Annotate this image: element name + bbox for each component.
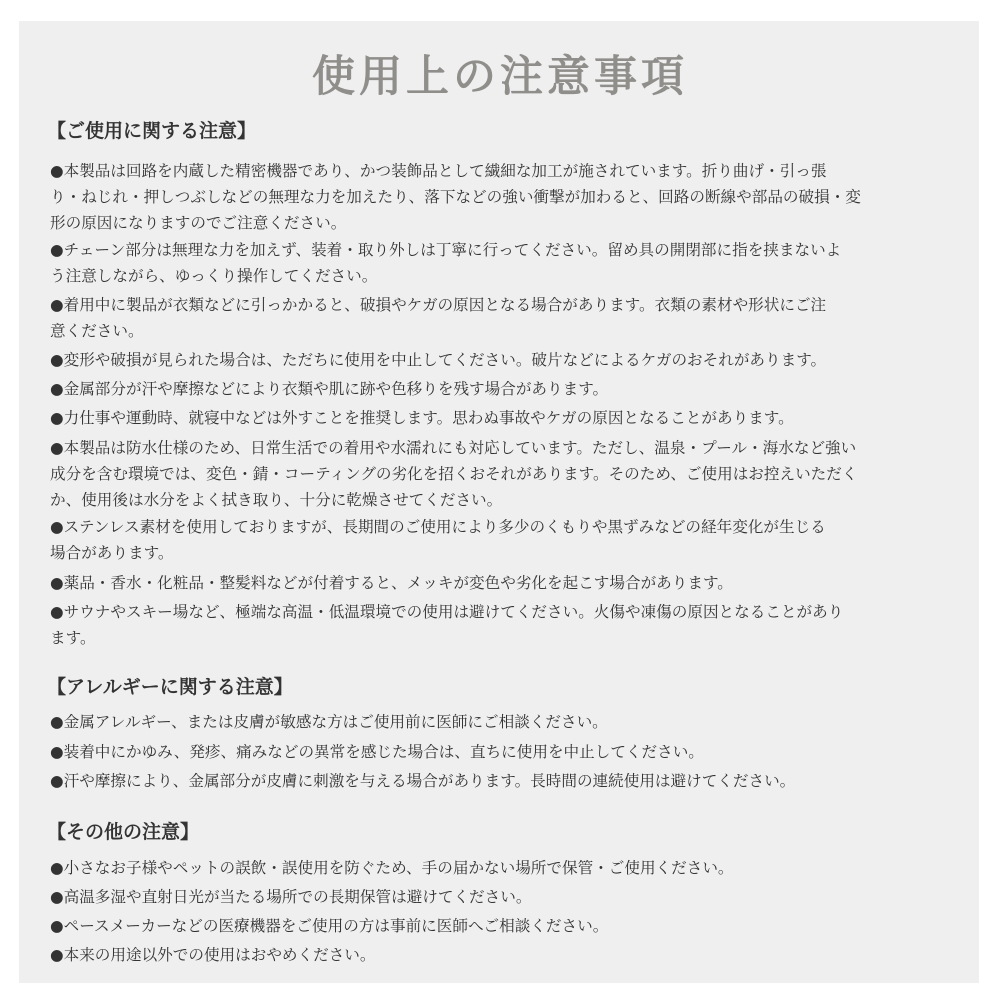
list-item: ●着用中に製品が衣類などに引っかかると、破損やケガの原因となる場合があります。衣類の素材や形状にご注 意ください。	[50, 296, 827, 340]
list-item: ●高温多湿や直射日光が当たる場所での長期保管は避けてください。	[50, 888, 532, 906]
list-item: ●力仕事や運動時、就寝中などは外すことを推奨します。思わぬ事故やケガの原因となることがあります。	[50, 409, 794, 427]
list-item: ●本製品は防水仕様のため、日常生活での着用や水濡れにも対応しています。ただし、温泉・プール・海水など強い 成分を含む環境では、変色・錆・コーティングの劣化を招くおそれがあります。そのため、ご使用はお控えいただく か、使用後は水分をよく拭き取り、十分に乾燥させてください。	[50, 439, 858, 509]
list-item: ●金属部分が汗や摩擦などにより衣類や肌に跡や色移りを残す場合があります。	[50, 380, 609, 398]
list-item: ●本来の用途以外での使用はおやめください。	[50, 946, 376, 964]
section-heading-usage: 【ご使用に関する注意】	[47, 120, 257, 142]
list-item: ●装着中にかゆみ、発疹、痛みなどの異常を感じた場合は、直ちに使用を中止してください。	[50, 743, 704, 761]
section-heading-other: 【その他の注意】	[47, 821, 200, 843]
list-item: ●ステンレス素材を使用しておりますが、長期間のご使用により多少のくもりや黒ずみなどの経年変化が生じる 場合があります。	[50, 518, 826, 562]
list-item: ●薬品・香水・化粧品・整髪料などが付着すると、メッキが変色や劣化を起こす場合があります。	[50, 574, 733, 592]
list-item: ●サウナやスキー場など、極端な高温・低温環境での使用は避けてください。火傷や凍傷の原因となることがあり ます。	[50, 603, 844, 647]
list-item: ●変形や破損が見られた場合は、ただちに使用を中止してください。破片などによるケガのおそれがあります。	[50, 351, 827, 369]
list-item: ●汗や摩擦により、金属部分が皮膚に刺激を与える場合があります。長時間の連続使用は避けてください。	[50, 772, 796, 790]
list-item: ●チェーン部分は無理な力を加えず、装着・取り外しは丁寧に行ってください。留め具の開閉部に指を挟まないよ う注意しながら、ゆっくり操作してください。	[50, 241, 842, 285]
list-item: ●小さなお子様やペットの誤飲・誤使用を防ぐため、手の届かない場所で保管・ご使用ください。	[50, 859, 734, 877]
list-item: ●金属アレルギー、または皮膚が敏感な方はご使用前に医師にご相談ください。	[50, 713, 608, 731]
list-item: ●本製品は回路を内蔵した精密機器であり、かつ装飾品として繊細な加工が施されています。折り曲げ・引っ張 り・ねじれ・押しつぶしなどの無理な力を加えたり、落下などの強い衝撃が加わると、回路の断線や部品の破損・変 形の原因になりますのでご注意ください。	[50, 162, 861, 232]
page-title: 使用上の注意事項	[312, 52, 688, 102]
list-item: ●ペースメーカーなどの医療機器をご使用の方は事前に医師へご相談ください。	[50, 917, 609, 935]
section-heading-allergy: 【アレルギーに関する注意】	[47, 676, 293, 698]
